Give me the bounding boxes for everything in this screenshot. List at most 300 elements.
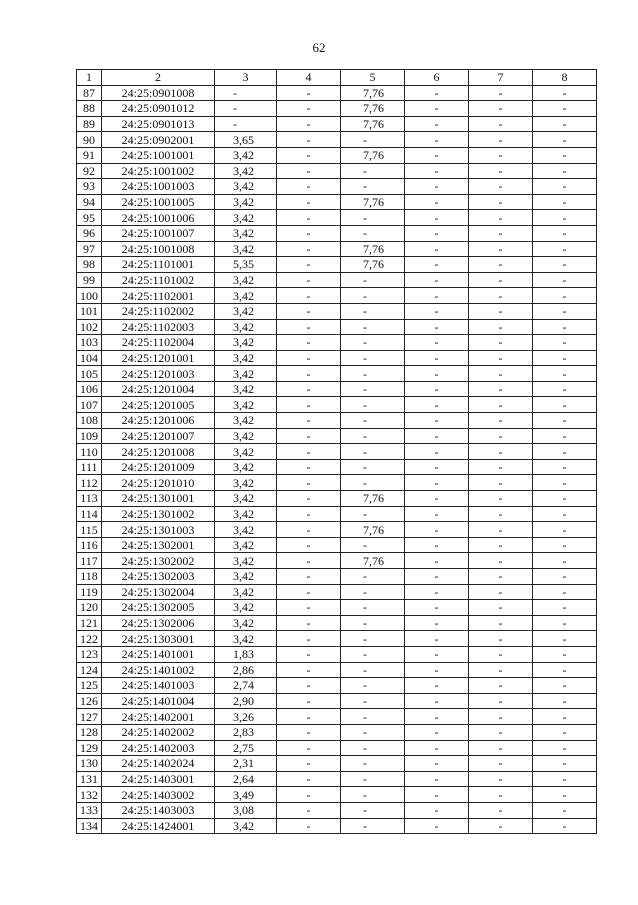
table-cell: 7,76 <box>341 522 405 538</box>
table-cell: 24:25:0901012 <box>102 101 215 117</box>
table-cell: 3,42 <box>215 537 277 553</box>
table-row <box>77 740 597 756</box>
table-cell: 24:25:1001003 <box>102 179 215 195</box>
table-cell: 24:25:1401002 <box>102 662 215 678</box>
table-cell: 123 <box>77 646 102 662</box>
table-cell: 3,42 <box>215 506 277 522</box>
table-cell: - <box>277 257 341 273</box>
table-cell: - <box>469 288 533 304</box>
table-cell: 7,76 <box>341 241 405 257</box>
table-cell: 99 <box>77 272 102 288</box>
table-cell: - <box>277 631 341 647</box>
table-cell: - <box>277 646 341 662</box>
table-cell: - <box>277 522 341 538</box>
table-row <box>77 724 597 740</box>
table-cell: 2,64 <box>215 771 277 787</box>
table-cell: - <box>277 194 341 210</box>
table-cell: - <box>341 132 405 148</box>
table-row <box>77 600 597 616</box>
table-cell: 24:25:0902001 <box>102 132 215 148</box>
table-row <box>77 818 597 834</box>
table-cell: 24:25:1201007 <box>102 428 215 444</box>
table-cell: 24:25:1201006 <box>102 413 215 429</box>
table-row <box>77 413 597 429</box>
table-cell: 24:25:1201005 <box>102 397 215 413</box>
table-row <box>77 179 597 195</box>
table-cell: - <box>341 225 405 241</box>
table-cell: - <box>405 818 469 834</box>
table-cell: - <box>533 678 597 694</box>
table-row <box>77 288 597 304</box>
table-cell: - <box>533 413 597 429</box>
table-cell: - <box>405 85 469 101</box>
table-cell: 7,76 <box>341 491 405 507</box>
table-cell: - <box>405 319 469 335</box>
table-cell: - <box>277 147 341 163</box>
table-row <box>77 693 597 709</box>
table-cell: - <box>341 600 405 616</box>
table-cell: 122 <box>77 631 102 647</box>
table-cell: - <box>277 397 341 413</box>
table-row <box>77 631 597 647</box>
table-cell: 24:25:1401004 <box>102 693 215 709</box>
table-cell: 3,42 <box>215 350 277 366</box>
table-cell: - <box>341 444 405 460</box>
table-cell: - <box>341 584 405 600</box>
table-row <box>77 335 597 351</box>
table-cell: - <box>277 724 341 740</box>
table-cell: - <box>405 179 469 195</box>
table-cell: - <box>405 303 469 319</box>
table-cell: 109 <box>77 428 102 444</box>
table-row <box>77 491 597 507</box>
table-cell: - <box>469 101 533 117</box>
table-row <box>77 116 597 132</box>
table-cell: - <box>277 366 341 382</box>
table-cell: - <box>469 709 533 725</box>
table-cell: - <box>341 366 405 382</box>
table-cell: - <box>469 319 533 335</box>
table-cell: 3,42 <box>215 194 277 210</box>
table-cell: 1,83 <box>215 646 277 662</box>
table-cell: 133 <box>77 802 102 818</box>
table-cell: - <box>277 569 341 585</box>
table-cell: 24:25:1201009 <box>102 459 215 475</box>
table-cell: - <box>405 288 469 304</box>
table-cell: - <box>469 506 533 522</box>
table-cell: 129 <box>77 740 102 756</box>
table-cell: 3,42 <box>215 818 277 834</box>
table-cell: 125 <box>77 678 102 694</box>
table-cell: - <box>341 740 405 756</box>
table-cell: 5,35 <box>215 257 277 273</box>
table-row <box>77 584 597 600</box>
table-cell: 24:25:1101002 <box>102 272 215 288</box>
table-cell: 3,42 <box>215 584 277 600</box>
table-cell: 24:25:1201003 <box>102 366 215 382</box>
table-cell: - <box>533 615 597 631</box>
table-cell: - <box>405 101 469 117</box>
table-cell: - <box>533 569 597 585</box>
table-cell: - <box>405 724 469 740</box>
table-cell: - <box>405 413 469 429</box>
table-cell: 91 <box>77 147 102 163</box>
table-row <box>77 709 597 725</box>
table-row <box>77 366 597 382</box>
table-row <box>77 537 597 553</box>
table-cell: - <box>341 646 405 662</box>
table-cell: 24:25:1001007 <box>102 225 215 241</box>
table-cell: - <box>405 740 469 756</box>
table-cell: - <box>469 85 533 101</box>
table-cell: 97 <box>77 241 102 257</box>
table-cell: 24:25:1301001 <box>102 491 215 507</box>
table-cell: - <box>469 491 533 507</box>
table-cell: - <box>341 818 405 834</box>
table-cell: - <box>469 662 533 678</box>
table-row <box>77 272 597 288</box>
table-cell: - <box>277 444 341 460</box>
table-cell: 2,83 <box>215 724 277 740</box>
table-cell: - <box>469 272 533 288</box>
table-cell: 3,42 <box>215 615 277 631</box>
table-cell: - <box>533 132 597 148</box>
table-cell: - <box>277 491 341 507</box>
table-cell: - <box>469 444 533 460</box>
table-cell: 3,42 <box>215 272 277 288</box>
table-cell: - <box>341 756 405 772</box>
table-cell: - <box>469 818 533 834</box>
table-cell: - <box>341 709 405 725</box>
table-cell: - <box>533 584 597 600</box>
table-cell: 114 <box>77 506 102 522</box>
table-cell: - <box>341 631 405 647</box>
table-cell: 130 <box>77 756 102 772</box>
table-cell: 103 <box>77 335 102 351</box>
table-cell: - <box>469 147 533 163</box>
table-cell: - <box>341 335 405 351</box>
table-row <box>77 85 597 101</box>
table-cell: 3,42 <box>215 491 277 507</box>
table-cell: - <box>405 163 469 179</box>
table-row <box>77 397 597 413</box>
table-cell: - <box>277 428 341 444</box>
table-cell: 3,42 <box>215 428 277 444</box>
table-cell: - <box>469 366 533 382</box>
table-cell: - <box>277 132 341 148</box>
table-cell: - <box>341 615 405 631</box>
table-row <box>77 444 597 460</box>
table-cell: - <box>469 584 533 600</box>
table-cell: - <box>533 553 597 569</box>
table-cell: - <box>469 428 533 444</box>
table-cell: - <box>277 678 341 694</box>
table-cell: 3,42 <box>215 397 277 413</box>
table-cell: 3,42 <box>215 522 277 538</box>
table-cell: - <box>533 163 597 179</box>
table-cell: - <box>533 350 597 366</box>
table-row <box>77 241 597 257</box>
table-cell: - <box>341 662 405 678</box>
table-cell: 24:25:1424001 <box>102 818 215 834</box>
table-cell: - <box>533 366 597 382</box>
table-cell: 7,76 <box>341 101 405 117</box>
table-cell: - <box>405 537 469 553</box>
table-cell: 24:25:1302002 <box>102 553 215 569</box>
table-cell: 24:25:1001005 <box>102 194 215 210</box>
table-cell: - <box>341 381 405 397</box>
table-cell: - <box>405 132 469 148</box>
table-cell: 117 <box>77 553 102 569</box>
table-cell: - <box>533 303 597 319</box>
table-cell: - <box>341 350 405 366</box>
table-cell: - <box>215 85 277 101</box>
table-cell: 3,42 <box>215 569 277 585</box>
table-cell: - <box>405 225 469 241</box>
table-cell: 24:25:1403003 <box>102 802 215 818</box>
table-cell: - <box>277 241 341 257</box>
table-cell: - <box>405 646 469 662</box>
table-cell: 24:25:0901013 <box>102 116 215 132</box>
table-cell: - <box>341 724 405 740</box>
table-cell: - <box>469 210 533 226</box>
table-cell: - <box>469 537 533 553</box>
table-cell: 3,26 <box>215 709 277 725</box>
table-cell: - <box>533 631 597 647</box>
table-cell: - <box>277 506 341 522</box>
table-cell: 115 <box>77 522 102 538</box>
table-cell: 24:25:1403002 <box>102 787 215 803</box>
table-cell: 24:25:1302006 <box>102 615 215 631</box>
table-cell: - <box>277 179 341 195</box>
table-cell: 3,42 <box>215 335 277 351</box>
table-cell: - <box>469 802 533 818</box>
table-cell: 87 <box>77 85 102 101</box>
table-cell: - <box>277 101 341 117</box>
table-cell: - <box>469 335 533 351</box>
table-cell: - <box>533 459 597 475</box>
table-cell: - <box>533 693 597 709</box>
table-row <box>77 163 597 179</box>
table-cell: 3,42 <box>215 600 277 616</box>
table-cell: - <box>469 615 533 631</box>
table-cell: - <box>277 163 341 179</box>
table-cell: - <box>341 802 405 818</box>
table-cell: - <box>341 678 405 694</box>
table-cell: - <box>341 475 405 491</box>
table-cell: 93 <box>77 179 102 195</box>
table-cell: - <box>469 381 533 397</box>
table-cell: - <box>469 646 533 662</box>
table-row <box>77 771 597 787</box>
table-cell: - <box>469 116 533 132</box>
table-cell: - <box>533 756 597 772</box>
table-row <box>77 522 597 538</box>
table-cell: 3,42 <box>215 631 277 647</box>
table-cell: - <box>533 771 597 787</box>
table-row <box>77 350 597 366</box>
table-cell: 2,90 <box>215 693 277 709</box>
table-cell: - <box>405 350 469 366</box>
table-cell: 24:25:1302004 <box>102 584 215 600</box>
table-cell: - <box>533 288 597 304</box>
table-cell: 24:25:1101001 <box>102 257 215 273</box>
table-cell: 89 <box>77 116 102 132</box>
table-cell: - <box>405 475 469 491</box>
table-cell: - <box>469 569 533 585</box>
column-header: 6 <box>405 70 469 86</box>
table-cell: 7,76 <box>341 116 405 132</box>
table-cell: 24:25:1001001 <box>102 147 215 163</box>
table-cell: 24:25:1302005 <box>102 600 215 616</box>
table-row <box>77 569 597 585</box>
table-row <box>77 459 597 475</box>
table-cell: - <box>277 818 341 834</box>
column-header: 5 <box>341 70 405 86</box>
table-cell: 24:25:1102004 <box>102 335 215 351</box>
table-cell: - <box>277 537 341 553</box>
table-cell: 3,65 <box>215 132 277 148</box>
table-row <box>77 506 597 522</box>
table-cell: - <box>341 428 405 444</box>
table-row <box>77 147 597 163</box>
table-cell: - <box>215 116 277 132</box>
table-cell: - <box>405 600 469 616</box>
table-cell: - <box>405 693 469 709</box>
table-cell: - <box>533 397 597 413</box>
table-cell: 24:25:1402003 <box>102 740 215 756</box>
table-cell: - <box>469 194 533 210</box>
table-cell: - <box>533 428 597 444</box>
table-cell: 126 <box>77 693 102 709</box>
table-cell: 106 <box>77 381 102 397</box>
table-cell: - <box>341 179 405 195</box>
table-cell: - <box>277 288 341 304</box>
table-cell: - <box>469 522 533 538</box>
table-cell: - <box>215 101 277 117</box>
table-row <box>77 553 597 569</box>
table-cell: 24:25:1102002 <box>102 303 215 319</box>
table-cell: 24:25:1001008 <box>102 241 215 257</box>
table-cell: 3,42 <box>215 163 277 179</box>
table-cell: - <box>277 802 341 818</box>
table-cell: 95 <box>77 210 102 226</box>
table-cell: 24:25:1201010 <box>102 475 215 491</box>
table-cell: 2,74 <box>215 678 277 694</box>
table-cell: 3,42 <box>215 444 277 460</box>
table-cell: - <box>277 662 341 678</box>
table-cell: - <box>277 787 341 803</box>
table-cell: - <box>277 413 341 429</box>
table-cell: - <box>277 303 341 319</box>
table-row <box>77 802 597 818</box>
table-cell: - <box>405 459 469 475</box>
table-cell: - <box>341 459 405 475</box>
table-cell: 102 <box>77 319 102 335</box>
table-cell: - <box>341 569 405 585</box>
table-row <box>77 787 597 803</box>
column-header: 4 <box>277 70 341 86</box>
table-cell: - <box>405 553 469 569</box>
table-cell: - <box>533 709 597 725</box>
table-cell: - <box>533 179 597 195</box>
table-cell: - <box>469 787 533 803</box>
table-cell: 24:25:1402001 <box>102 709 215 725</box>
column-header: 1 <box>77 70 102 86</box>
table-cell: - <box>277 272 341 288</box>
table-row <box>77 132 597 148</box>
table-cell: - <box>341 163 405 179</box>
table-cell: 100 <box>77 288 102 304</box>
table-cell: - <box>533 802 597 818</box>
table-cell: - <box>277 600 341 616</box>
table-cell: - <box>341 693 405 709</box>
table-cell: - <box>405 584 469 600</box>
table-cell: 3,42 <box>215 553 277 569</box>
table-cell: - <box>341 506 405 522</box>
table-cell: - <box>469 350 533 366</box>
table-cell: 3,42 <box>215 475 277 491</box>
table-cell: - <box>533 724 597 740</box>
column-header: 8 <box>533 70 597 86</box>
column-header: 3 <box>215 70 277 86</box>
table-cell: - <box>533 381 597 397</box>
table-cell: - <box>341 397 405 413</box>
table-cell: - <box>533 491 597 507</box>
table-cell: - <box>469 303 533 319</box>
table-cell: - <box>405 366 469 382</box>
table-cell: 3,42 <box>215 459 277 475</box>
table-cell: 24:25:1102001 <box>102 288 215 304</box>
table-cell: - <box>405 257 469 273</box>
table-cell: 24:25:1201001 <box>102 350 215 366</box>
table-cell: 24:25:1302001 <box>102 537 215 553</box>
table-cell: - <box>405 569 469 585</box>
table-cell: - <box>533 818 597 834</box>
table-cell: 24:25:1001006 <box>102 210 215 226</box>
table-cell: 3,42 <box>215 303 277 319</box>
table-row <box>77 428 597 444</box>
table-row <box>77 257 597 273</box>
table-cell: - <box>277 693 341 709</box>
table-cell: - <box>533 475 597 491</box>
table-cell: - <box>277 615 341 631</box>
table-cell: - <box>533 319 597 335</box>
table-row <box>77 210 597 226</box>
column-header: 7 <box>469 70 533 86</box>
table-cell: 24:25:1402002 <box>102 724 215 740</box>
table-cell: 24:25:1201004 <box>102 381 215 397</box>
table-cell: - <box>405 116 469 132</box>
table-cell: - <box>277 116 341 132</box>
table-cell: - <box>469 740 533 756</box>
table-cell: 3,08 <box>215 802 277 818</box>
table-cell: - <box>277 709 341 725</box>
table-cell: 3,42 <box>215 413 277 429</box>
table-cell: - <box>533 116 597 132</box>
table-cell: 101 <box>77 303 102 319</box>
table-cell: 24:25:0901008 <box>102 85 215 101</box>
table-cell: 120 <box>77 600 102 616</box>
table-header-row <box>77 70 597 86</box>
table-row <box>77 225 597 241</box>
table-cell: - <box>341 210 405 226</box>
table-cell: 108 <box>77 413 102 429</box>
table-cell: 128 <box>77 724 102 740</box>
cadastral-table <box>76 69 597 834</box>
table-cell: - <box>277 350 341 366</box>
table-cell: - <box>405 381 469 397</box>
